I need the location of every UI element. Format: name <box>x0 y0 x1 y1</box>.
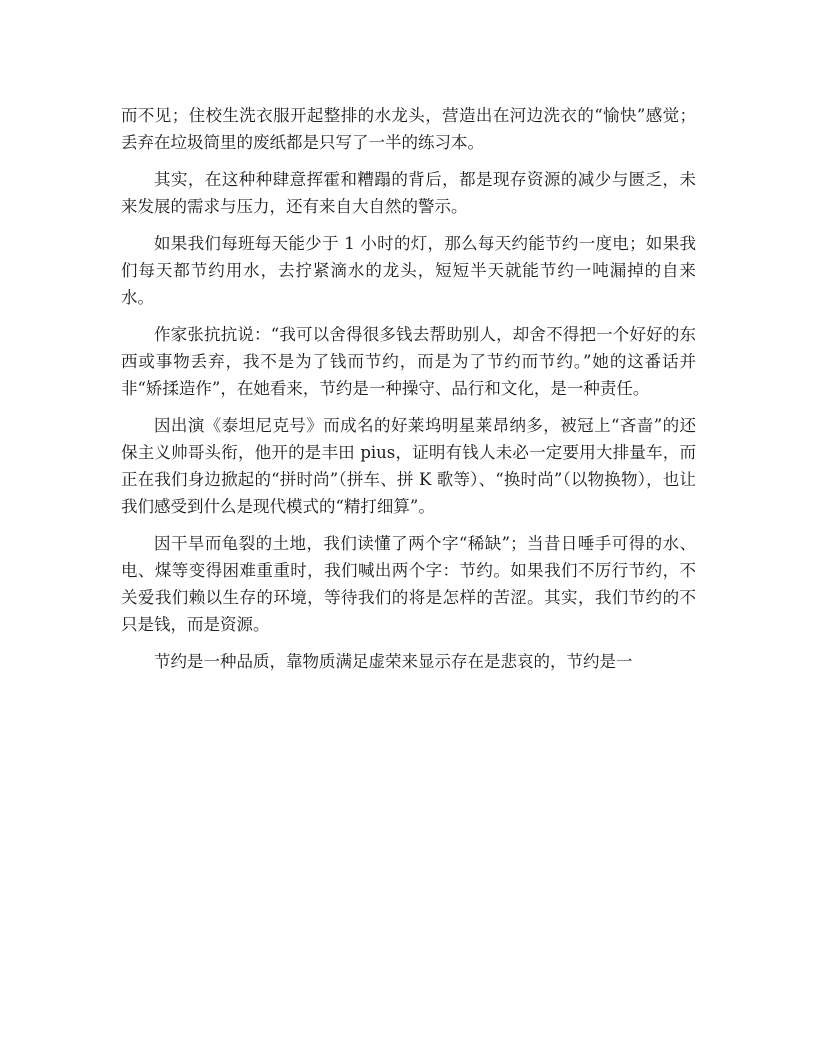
paragraph: 如果我们每班每天能少于 1 小时的灯，那么每天约能节约一度电；如果我们每天都节约用水，去拧紧滴水的龙头，短短半天就能节约一吨漏掉的自来水。 <box>121 234 696 307</box>
paragraph: 作家张抗抗说：“我可以舍得很多钱去帮助别人，却舍不得把一个好好的东西或事物丢弃，我不是为了钱而节约，而是为了节约而节约。”她的这番话并非“矫揉造作”，在她看来，节约是一种操守、品行和文化，是一种责任。 <box>121 325 696 398</box>
paragraph: 因干旱而龟裂的土地，我们读懂了两个字“稀缺”；当昔日唾手可得的水、电、煤等变得困难重重时，我们喊出两个字：节约。如果我们不厉行节约，不关爱我们赖以生存的环境，等待我们的将是怎样的苦涩。其实，我们节约的不只是钱，而是资源。 <box>121 534 696 634</box>
paragraph: 节约是一种品质，靠物质满足虚荣来显示存在是悲哀的，节约是一 <box>154 652 633 671</box>
paragraph: 因出演《泰坦尼克号》而成名的好莱坞明星莱昂纳多，被冠上“吝啬”的还保主义帅哥头衔，他开的是丰田 pius，证明有钱人未必一定要用大排量车，而正在我们身边掀起的“拼时尚”（拼车、拼 K 歌等）、“换时尚”（以物换物），也让我们感受到什么是现代模式的“精打细算”。 <box>121 416 696 516</box>
paragraph: 其实，在这种种肆意挥霍和糟蹋的背后，都是现存资源的减少与匮乏，未来发展的需求与压力，还有来自大自然的警示。 <box>121 170 696 216</box>
paragraph-continuation: 而不见；住校生洗衣服开起整排的水龙头，营造出在河边洗衣的“愉快”感觉；丢弃在垃圾筒里的废纸都是只写了一半的练习本。 <box>121 106 696 152</box>
document-body <box>121 102 696 685</box>
